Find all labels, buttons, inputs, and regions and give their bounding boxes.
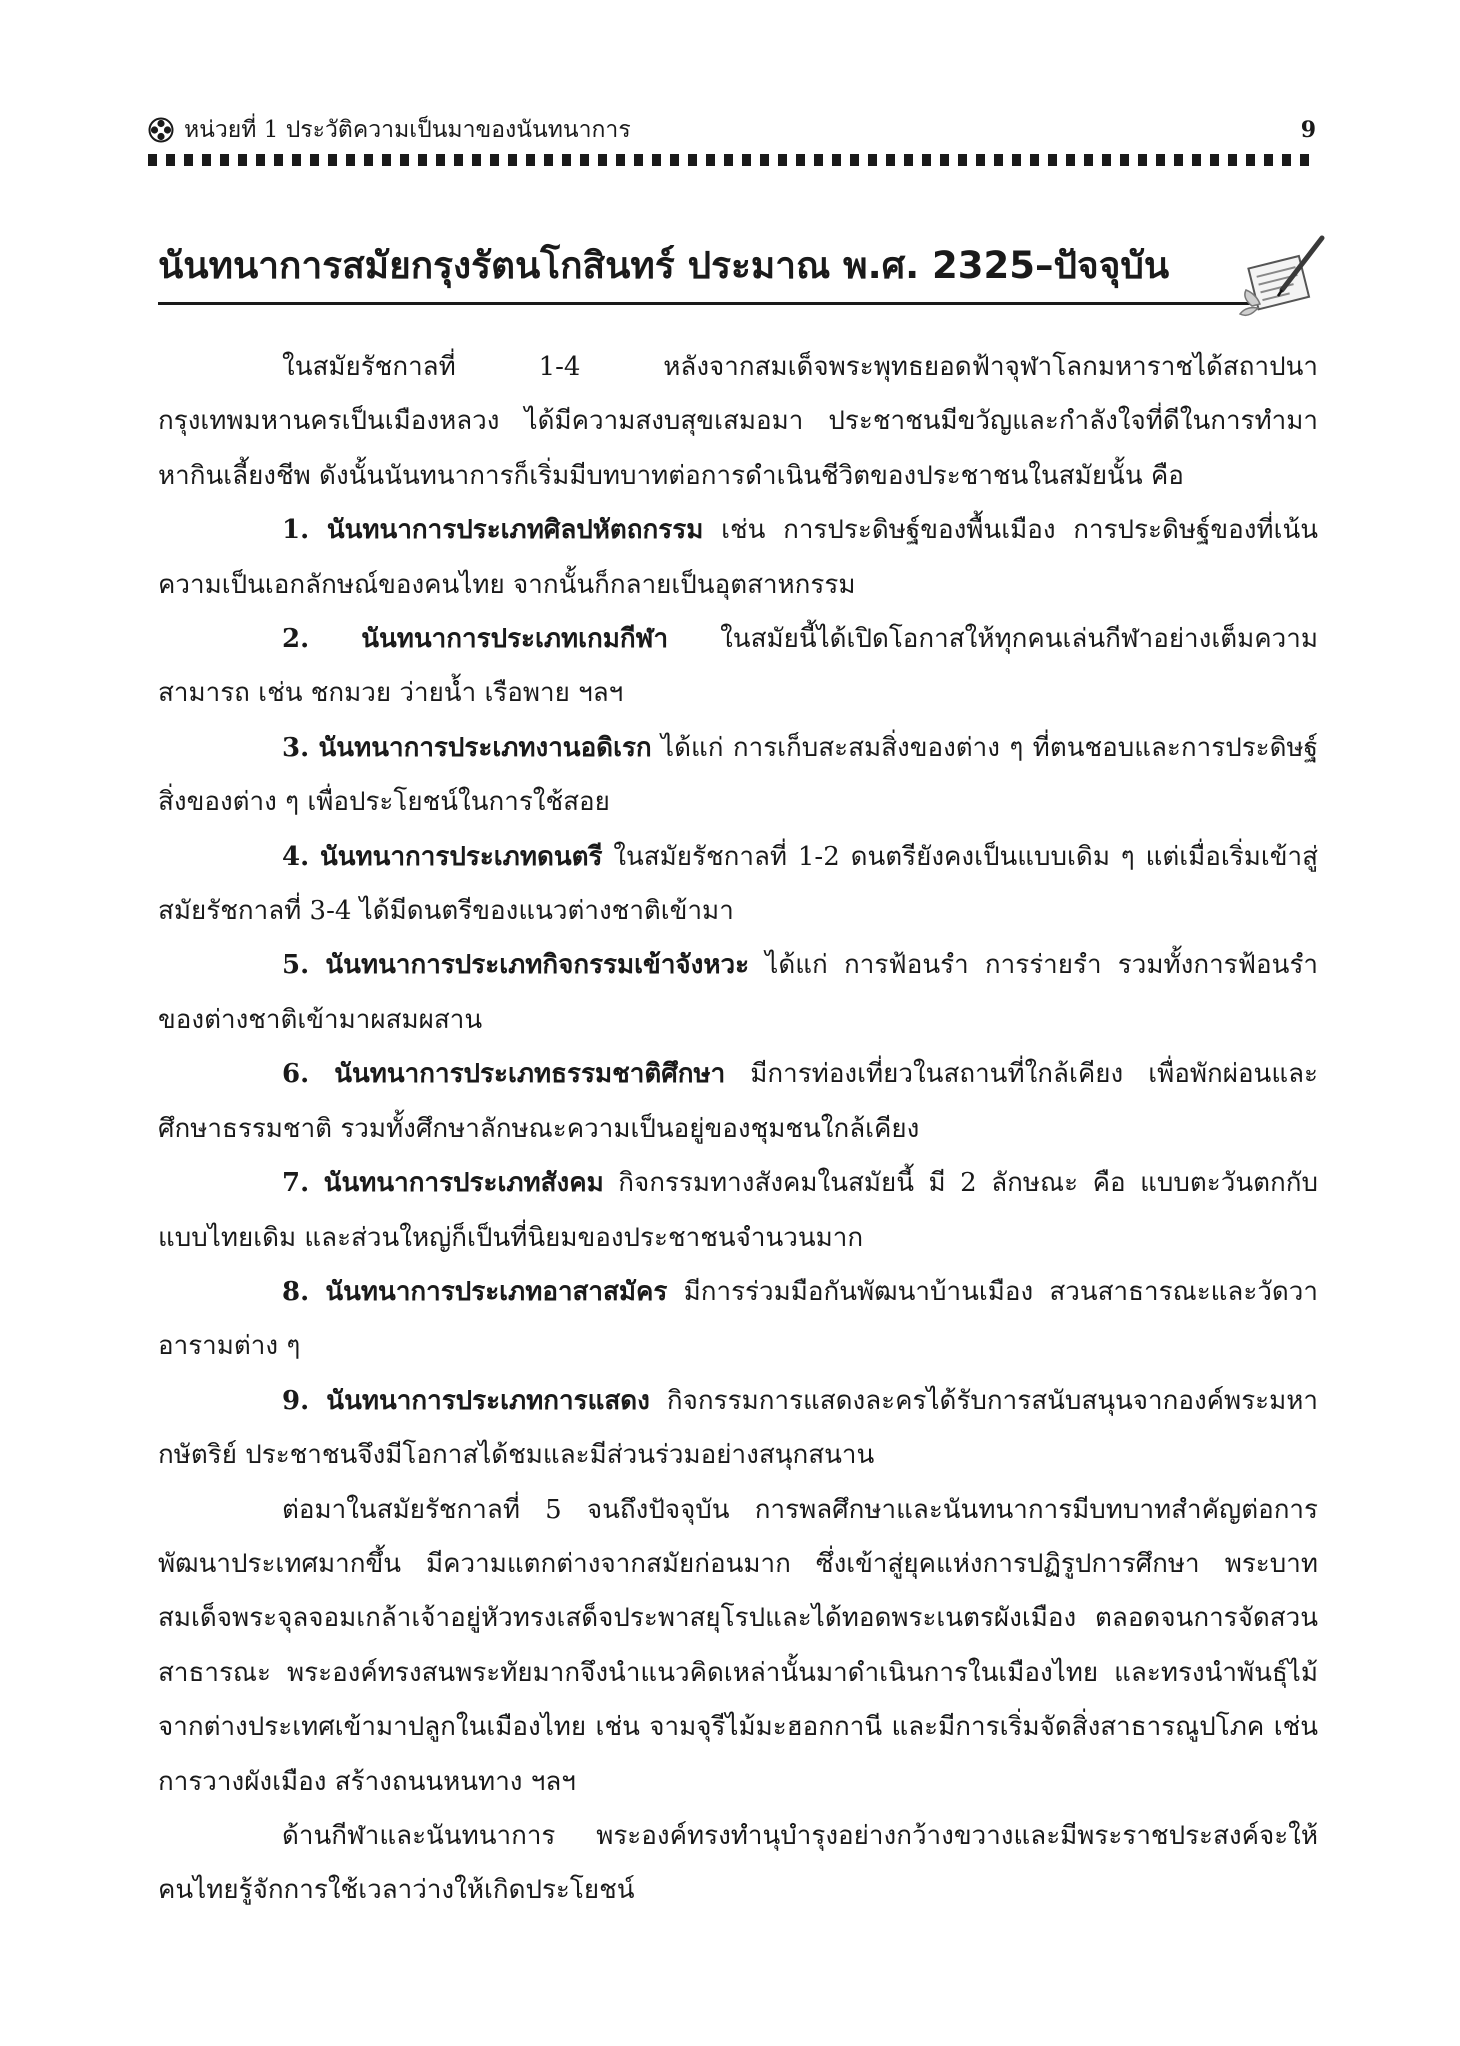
- item-number: 5.: [282, 950, 310, 981]
- list-item: [158, 830, 1318, 939]
- unit-title: หน่วยที่ 1 ประวัติความเป็นมาของนันทนาการ: [184, 117, 631, 143]
- page-number: 9: [1300, 117, 1316, 143]
- item-term: นันทนาการประเภทการแสดง: [326, 1385, 650, 1416]
- item-term: นันทนาการประเภทดนตรี: [320, 841, 603, 872]
- list-item: [158, 1265, 1318, 1374]
- item-text: ได้แก่ การฟ้อนรำ การร่ายรำ รวมทั้งการฟ้อนรำของต่างชาติเข้ามาผสมผสาน: [158, 950, 1319, 1035]
- running-header: [148, 110, 1316, 150]
- item-number: 6.: [282, 1059, 310, 1090]
- paragraph-sports: ด้านกีฬาและนันทนาการ พระองค์ทรงทำนุบำรุงอย่างกว้างขวางและมีพระราชประสงค์จะให้คนไทยรู้จักการใช้เวลาว่างให้เกิดประโยชน์: [158, 1820, 1318, 1906]
- item-text: ได้แก่ การเก็บสะสมสิ่งของต่าง ๆ ที่ตนชอบและการประดิษฐ์สิ่งของต่าง ๆ เพื่อประโยชน์ในการใช้สอย: [158, 732, 1319, 818]
- item-term: นันทนาการประเภทกิจกรรมเข้าจังหวะ: [325, 950, 750, 981]
- item-text: กิจกรรมการแสดงละครได้รับการสนับสนุนจากองค์พระมหากษัตริย์ ประชาชนจึงมีโอกาสได้ชมและมีส่วนร่วมอย่างสนุกสนาน: [158, 1385, 1318, 1471]
- item-text: เช่น การประดิษฐ์ของพื้นเมือง การประดิษฐ์ของที่เน้นความเป็นเอกลักษณ์ของคนไทย จากนั้นก็กลายเป็นอุตสาหกรรม: [158, 515, 1319, 600]
- item-term: นันทนาการประเภทอาสาสมัคร: [325, 1276, 668, 1307]
- list-item: [158, 612, 1318, 721]
- running-header-title-group: [148, 112, 631, 148]
- list-item: [158, 1156, 1318, 1265]
- item-term: นันทนาการประเภทเกมกีฬา: [361, 624, 669, 655]
- item-number: 3.: [282, 732, 310, 763]
- item-term: นันทนาการประเภทสังคม: [323, 1168, 604, 1199]
- item-term: นันทนาการประเภทศิลปหัตถกรรม: [326, 515, 704, 546]
- item-number: 4.: [282, 841, 310, 872]
- item-term: นันทนาการประเภทธรรมชาติศึกษา: [334, 1059, 726, 1090]
- flower-icon: [148, 117, 174, 143]
- item-term: นันทนาการประเภทงานอดิเรก: [318, 732, 652, 763]
- paragraph-reign-5: ต่อมาในสมัยรัชกาลที่ 5 จนถึงปัจจุบัน การพลศึกษาและนันทนาการมีบทบาทสำคัญต่อการพัฒนาประเทศมากขึ้น มีความแตกต่างจากสมัยก่อนมาก ซึ่งเข้าสู่ยุคแห่งการปฏิรูปการศึกษา พระบาทสมเด็จพระจุลจอมเกล้าเจ้าอยู่หัวทรงเสด็จประพาสยุโรปและได้ทอดพระเนตรผังเมือง ตลอดจนการจัดสวนสาธารณะ พระองค์ทรงสนพระทัยมากจึงนำแนวคิดเหล่านั้นมาดำเนินการในเมืองไทย และทรงนำพันธุ์ไม้จากต่างประเทศเข้ามาปลูกในเมืองไทย เช่น จามจุรีไม้มะฮอกกานี และมีการเริ่มจัดสิ่งสาธารณูปโภค เช่น การวางผังเมือง สร้างถนนหนทาง ฯลฯ: [158, 1494, 1318, 1797]
- intro-paragraph: ในสมัยรัชกาลที่ 1-4 หลังจากสมเด็จพระพุทธยอดฟ้าจุฬาโลกมหาราชได้สถาปนากรุงเทพมหานครเป็นเมืองหลวง ได้มีความสงบสุขเสมอมา ประชาชนมีขวัญและกำลังใจที่ดีในการทำมาหากินเลี้ยงชีพ ดังนั้นนันทนาการก็เริ่มมีบทบาทต่อการดำเนินชีวิตของประชาชนในสมัยนั้น คือ: [158, 352, 1318, 491]
- item-number: 2.: [282, 624, 310, 655]
- list-item: [158, 938, 1318, 1047]
- dotted-divider: [148, 154, 1316, 166]
- item-number: 1.: [282, 515, 310, 546]
- item-text: ในสมัยรัชกาลที่ 1-2 ดนตรียังคงเป็นแบบเดิม ๆ แต่เมื่อเริ่มเข้าสู่สมัยรัชกาลที่ 3-4 ได้มีดนตรีของแนวต่างชาติเข้ามา: [158, 841, 1318, 927]
- heading-underline: [158, 302, 1256, 305]
- item-number: 7.: [282, 1168, 310, 1199]
- body-text: [158, 340, 1318, 1918]
- item-text: กิจกรรมทางสังคมในสมัยนี้ มี 2 ลักษณะ คือ แบบตะวันตกกับแบบไทยเดิม และส่วนใหญ่ก็เป็นที่นิยมของประชาชนจำนวนมาก: [158, 1168, 1319, 1253]
- note-pen-icon: [1238, 228, 1332, 324]
- item-number: 9.: [282, 1385, 310, 1416]
- item-number: 8.: [282, 1276, 310, 1307]
- list-item: [158, 1374, 1318, 1483]
- list-item: [158, 721, 1318, 830]
- list-item: [158, 1047, 1318, 1156]
- item-text: มีการท่องเที่ยวในสถานที่ใกล้เคียง เพื่อพักผ่อนและศึกษาธรรมชาติ รวมทั้งศึกษาลักษณะความเป็นอยู่ของชุมชนใกล้เคียง: [158, 1059, 1318, 1144]
- section-heading: นันทนาการสมัยกรุงรัตนโกสินทร์ ประมาณ พ.ศ. 2325–ปัจจุบัน: [158, 244, 1170, 287]
- list-item: [158, 503, 1318, 612]
- item-text: ในสมัยนี้ได้เปิดโอกาสให้ทุกคนเล่นกีฬาอย่างเต็มความสามารถ เช่น ชกมวย ว่ายน้ำ เรือพาย ฯลฯ: [158, 624, 1318, 709]
- item-text: มีการร่วมมือกันพัฒนาบ้านเมือง สวนสาธารณะและวัดวาอารามต่าง ๆ: [158, 1276, 1319, 1362]
